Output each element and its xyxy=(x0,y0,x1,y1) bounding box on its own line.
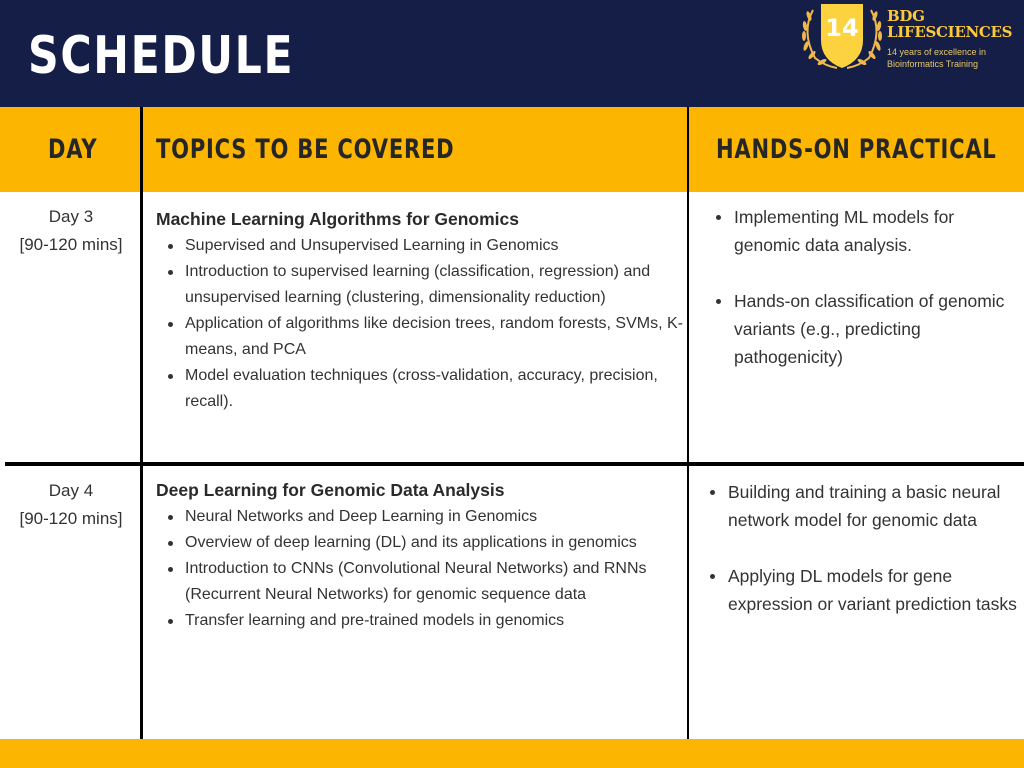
column-divider xyxy=(140,107,143,739)
logo-name xyxy=(887,8,1012,40)
list-item: Introduction to CNNs (Convolutional Neural Networks) and RNNs (Recurrent Neural Networks) for genomic sequence data xyxy=(156,556,684,608)
list-item: Introduction to supervised learning (classification, regression) and unsupervised learning (clustering, dimensionality reduction) xyxy=(156,259,684,311)
list-item: Hands-on classification of genomic variants (e.g., predicting pathogenicity) xyxy=(708,287,1024,371)
list-item: Neural Networks and Deep Learning in Genomics xyxy=(156,504,684,530)
list-item: Model evaluation techniques (cross-validation, accuracy, precision, recall). xyxy=(156,363,684,415)
logo-tagline-line1: 14 years of excellence in xyxy=(887,47,987,57)
badge-number: 14 xyxy=(825,14,859,42)
logo-tagline-line2: Bioinformatics Training xyxy=(887,59,979,69)
hands-on-cell xyxy=(708,203,1024,371)
table-header xyxy=(0,107,1024,192)
list-item: Transfer learning and pre-trained models in genomics xyxy=(156,608,684,634)
list-item: Supervised and Unsupervised Learning in Genomics xyxy=(156,233,684,259)
topics-cell xyxy=(156,476,684,634)
list-item: Overview of deep learning (DL) and its applications in genomics xyxy=(156,530,684,556)
topics-cell xyxy=(156,205,684,415)
list-item: Implementing ML models for genomic data analysis. xyxy=(708,203,1024,259)
footer-bar xyxy=(0,739,1024,768)
list-item: Applying DL models for gene expression or variant prediction tasks xyxy=(702,562,1024,618)
day-label: Day 3 xyxy=(48,207,94,226)
logo-tagline xyxy=(887,46,986,70)
logo-name-line2: LIFESCIENCES xyxy=(887,23,1013,41)
topic-title: Deep Learning for Genomic Data Analysis xyxy=(156,480,505,500)
company-logo xyxy=(797,2,1022,72)
hands-on-cell xyxy=(702,478,1024,618)
column-header-topics: TOPICS TO BE COVERED xyxy=(156,134,455,165)
topic-list xyxy=(156,233,684,415)
row-divider xyxy=(5,462,1024,466)
topic-title: Machine Learning Algorithms for Genomics xyxy=(156,209,520,229)
hands-on-list xyxy=(708,203,1024,371)
page-title: SCHEDULE xyxy=(28,26,295,86)
logo-name-line1: BDG xyxy=(887,7,925,25)
day-cell xyxy=(0,477,142,533)
day-duration: [90-120 mins] xyxy=(19,235,123,254)
topic-list xyxy=(156,504,684,634)
column-header-hands-on: HANDS-ON PRACTICAL xyxy=(716,134,997,165)
list-item: Application of algorithms like decision trees, random forests, SVMs, K-means, and PCA xyxy=(156,311,684,363)
day-label: Day 4 xyxy=(48,481,94,500)
hands-on-list xyxy=(702,478,1024,618)
column-divider xyxy=(687,107,689,739)
day-duration: [90-120 mins] xyxy=(19,509,123,528)
day-cell xyxy=(0,203,142,259)
column-header-day: DAY xyxy=(48,134,98,165)
list-item: Building and training a basic neural network model for genomic data xyxy=(702,478,1024,534)
header-banner xyxy=(0,0,1024,107)
